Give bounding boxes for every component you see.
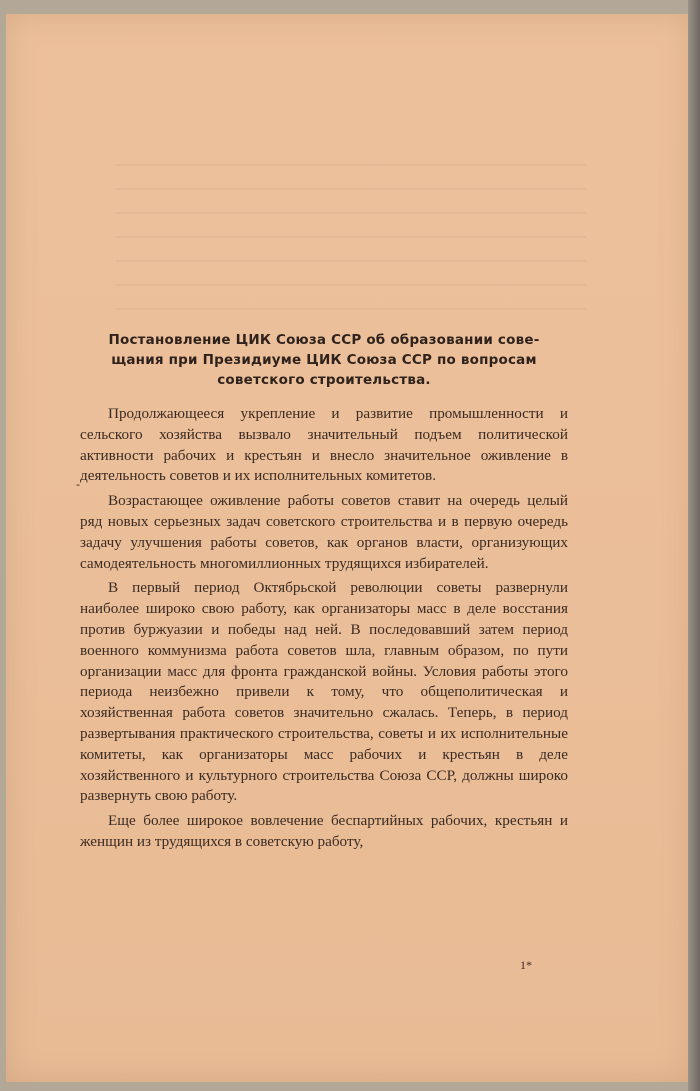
- paragraph-4: Еще более широкое вовлечение беспартийных рабочих, крестьян и женщин из трудящихся в советскую работу,: [80, 812, 568, 850]
- paragraph-3: В первый период Октябрьской революции советы развернули наиболее широко свою работу, как организаторы масс в деле восстания против буржуазии и победы над ней. В последовавший затем период военного коммунизма работа советов шла, главным образом, по пути организации масс для фронта гражданской войны. Условия работы этого периода неизбежно привели к тому, что общеполитическая и хозяйственная работа советов значительно сжалась. Теперь, в период развертывания практического строительства, советы и их исполнительные комитеты, как организаторы масс рабочих и крестьян в деле хозяйственного и культурного строительства Союза ССР, должны широко развернуть свою работу.: [80, 579, 568, 805]
- paragraphs-block: [76, 404, 568, 853]
- bleed-through-text: [116, 164, 586, 314]
- page-edge-shadow: [688, 0, 700, 1091]
- document-heading: [80, 330, 568, 390]
- document-body: [76, 330, 568, 857]
- paragraph-2: Возрастающее оживление работы советов ставит на очередь целый ряд новых серьезных задач советского строительства и в первую очередь задачу улучшения работы советов, как органов власти, организующих самодеятельность многомиллионных трудящихся избирателей.: [80, 492, 568, 572]
- heading-line-3: советского строительства.: [217, 372, 431, 388]
- heading-line-1: Постановление ЦИК Союза ССР об образовании сове-: [108, 332, 540, 348]
- page-signature-mark: 1*: [520, 958, 532, 972]
- margin-mark: -: [76, 477, 80, 491]
- paragraph-1: Продолжающееся укрепление и развитие промышленности и сельского хозяйства вызвало значительный подъем политической активности рабочих и крестьян и внесло значительное оживление в деятельность советов и их исполнительных комитетов.: [80, 405, 568, 485]
- heading-line-2: щания при Президиуме ЦИК Союза ССР по вопросам: [111, 352, 537, 368]
